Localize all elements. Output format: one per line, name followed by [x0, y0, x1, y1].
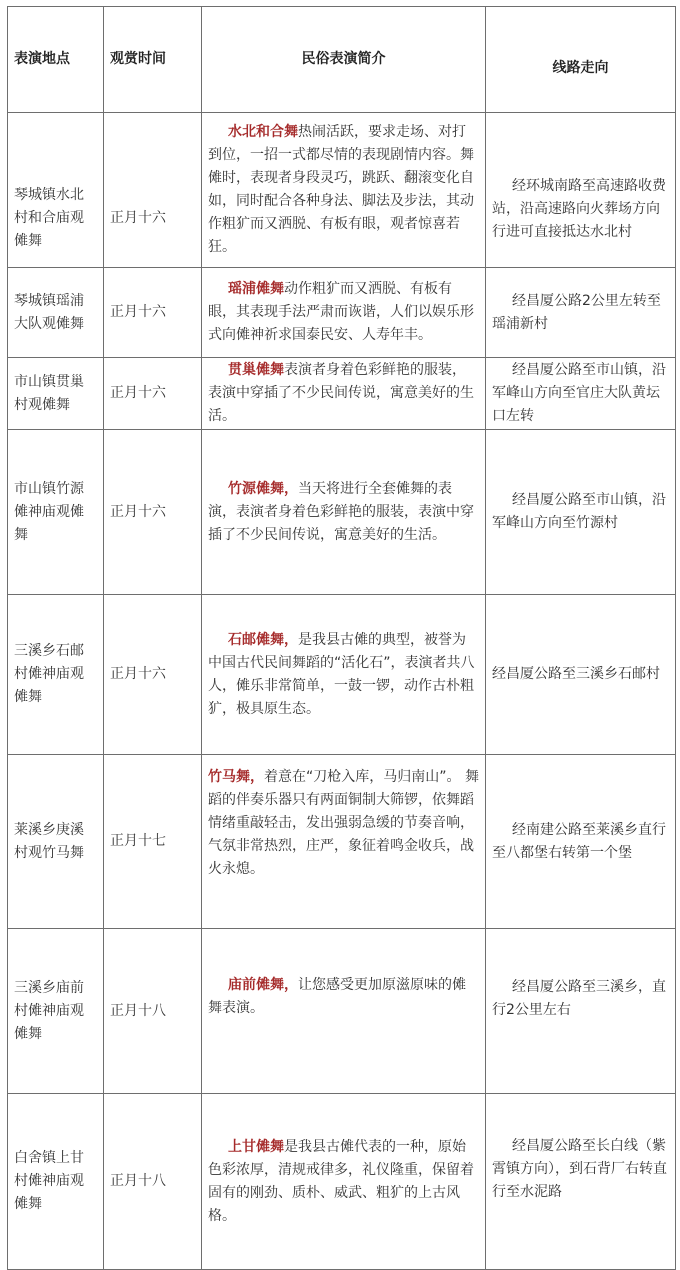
dance-description: 是我县古傩的典型，被誉为中国古代民间舞蹈的“活化石”，表演者共八人，傩乐非常简单，一鼓一锣，动作古朴粗犷，极具原生态。 — [208, 631, 475, 717]
time-text: 正月十八 — [110, 1173, 166, 1189]
time-text: 正月十六 — [110, 209, 166, 226]
time-text: 正月十六 — [110, 304, 166, 320]
time-cell — [104, 1094, 202, 1270]
route-text: 经昌厦公路至三溪乡石邮村 — [492, 666, 660, 682]
header-location: 表演地点 — [8, 7, 104, 113]
header-time: 观赏时间 — [104, 7, 202, 113]
route-text: 经昌厦公路至市山镇，沿军峰山方向至竹源村 — [492, 492, 666, 531]
location-cell — [8, 113, 104, 268]
location-text: 三溪乡庙前村傩神庙观傩舞 — [14, 979, 84, 1042]
table-row — [8, 113, 676, 268]
route-cell — [486, 929, 676, 1094]
intro-cell — [202, 113, 486, 268]
table-row — [8, 929, 676, 1094]
table-row — [8, 755, 676, 929]
folk-performance-table — [7, 6, 676, 1270]
route-cell — [486, 113, 676, 268]
table-row — [8, 358, 676, 430]
location-cell — [8, 430, 104, 595]
dance-description: 动作粗犷而又洒脱、有板有眼，其表现手法严肃而诙谐，人们以娱乐形式向傩神祈求国泰民安、人寿年丰。 — [208, 281, 474, 343]
time-text: 正月十七 — [110, 833, 166, 849]
location-text: 市山镇贯巢村观傩舞 — [14, 373, 84, 413]
header-intro: 民俗表演简介 — [202, 7, 486, 113]
location-text: 白舍镇上甘村傩神庙观傩舞 — [14, 1150, 84, 1212]
route-text: 经南建公路至莱溪乡直行至八都堡右转第一个堡 — [492, 821, 666, 861]
dance-name: 庙前傩舞， — [228, 977, 298, 993]
dance-name: 贯巢傩舞 — [228, 362, 284, 378]
route-text: 经环城南路至高速路收费站，沿高速路向火葬场方向行进可直接抵达水北村 — [492, 177, 666, 240]
route-text: 经昌厦公路至三溪乡，直行2公里左右 — [492, 979, 666, 1018]
location-cell — [8, 755, 104, 929]
intro-cell — [202, 929, 486, 1094]
time-cell — [104, 430, 202, 595]
route-cell — [486, 268, 676, 358]
time-text: 正月十八 — [110, 1002, 166, 1019]
dance-description: 让您感受更加原滋原味的傩舞表演。 — [208, 977, 466, 1016]
location-cell — [8, 1094, 104, 1270]
time-cell — [104, 358, 202, 430]
location-cell — [8, 358, 104, 430]
route-text: 经昌厦公路2公里左转至瑶浦新村 — [492, 292, 661, 332]
dance-name: 水北和合舞 — [228, 124, 298, 140]
header-route: 线路走向 — [486, 7, 676, 113]
time-text: 正月十六 — [110, 666, 166, 682]
dance-name: 瑶浦傩舞 — [228, 281, 284, 297]
time-cell — [104, 929, 202, 1094]
route-cell — [486, 1094, 676, 1270]
dance-name: 竹源傩舞， — [228, 480, 298, 497]
location-text: 琴城镇水北村和合庙观傩舞 — [14, 186, 84, 249]
dance-name: 竹马舞， — [208, 769, 264, 785]
route-cell — [486, 755, 676, 929]
dance-name: 石邮傩舞， — [228, 631, 298, 648]
time-text: 正月十六 — [110, 503, 166, 520]
dance-description: 着意在“刀枪入库，马归南山”。 舞蹈的伴奏乐器只有两面铜制大筛锣，依舞蹈情绪重敲轻击，发出强弱急缓的节奏音响，气氛非常热烈，庄严，象征着鸣金收兵，战火永熄。 — [208, 769, 479, 877]
intro-cell — [202, 1094, 486, 1270]
route-cell — [486, 595, 676, 755]
intro-cell — [202, 595, 486, 755]
location-cell — [8, 268, 104, 358]
location-text: 莱溪乡庚溪村观竹马舞 — [14, 821, 84, 861]
route-text: 经昌厦公路至长白线（紫霄镇方向），到石背厂右转直行至水泥路 — [492, 1138, 667, 1200]
time-cell — [104, 268, 202, 358]
location-cell — [8, 595, 104, 755]
table-row — [8, 430, 676, 595]
route-cell — [486, 358, 676, 430]
intro-cell — [202, 268, 486, 358]
location-text: 市山镇竹源傩神庙观傩舞 — [14, 480, 84, 543]
location-cell — [8, 929, 104, 1094]
intro-cell — [202, 755, 486, 929]
header-row — [8, 7, 676, 113]
dance-description: 表演者身着色彩鲜艳的服装，表演中穿插了不少民间传说，寓意美好的生活。 — [208, 362, 474, 424]
table-row — [8, 1094, 676, 1270]
time-text: 正月十六 — [110, 385, 166, 401]
dance-description: 热闹活跃，要求走场、对打到位，一招一式都尽情的表现剧情内容。舞傩时，表现者身段灵巧，跳跃、翻滚变化自如，同时配合各种身法、脚法及步法，其动作粗犷而又洒脱、有板有眼，观者惊喜若狂。 — [208, 124, 474, 255]
dance-description: 是我县古傩代表的一种，原始色彩浓厚，清规戒律多，礼仪隆重，保留着固有的刚劲、质朴、威武、粗犷的上古风格。 — [208, 1138, 474, 1224]
table-row — [8, 595, 676, 755]
intro-cell — [202, 358, 486, 430]
time-cell — [104, 595, 202, 755]
location-text: 三溪乡石邮村傩神庙观傩舞 — [14, 643, 84, 705]
intro-cell — [202, 430, 486, 595]
table-row — [8, 268, 676, 358]
time-cell — [104, 755, 202, 929]
location-text: 琴城镇瑶浦大队观傩舞 — [14, 292, 84, 332]
dance-description: 当天将进行全套傩舞的表演，表演者身着色彩鲜艳的服装，表演中穿插了不少民间传说，寓意美好的生活。 — [208, 480, 474, 543]
dance-name: 上甘傩舞 — [228, 1138, 284, 1155]
route-cell — [486, 430, 676, 595]
time-cell — [104, 113, 202, 268]
route-text: 经昌厦公路至市山镇，沿军峰山方向至官庄大队黄坛口左转 — [492, 362, 666, 424]
